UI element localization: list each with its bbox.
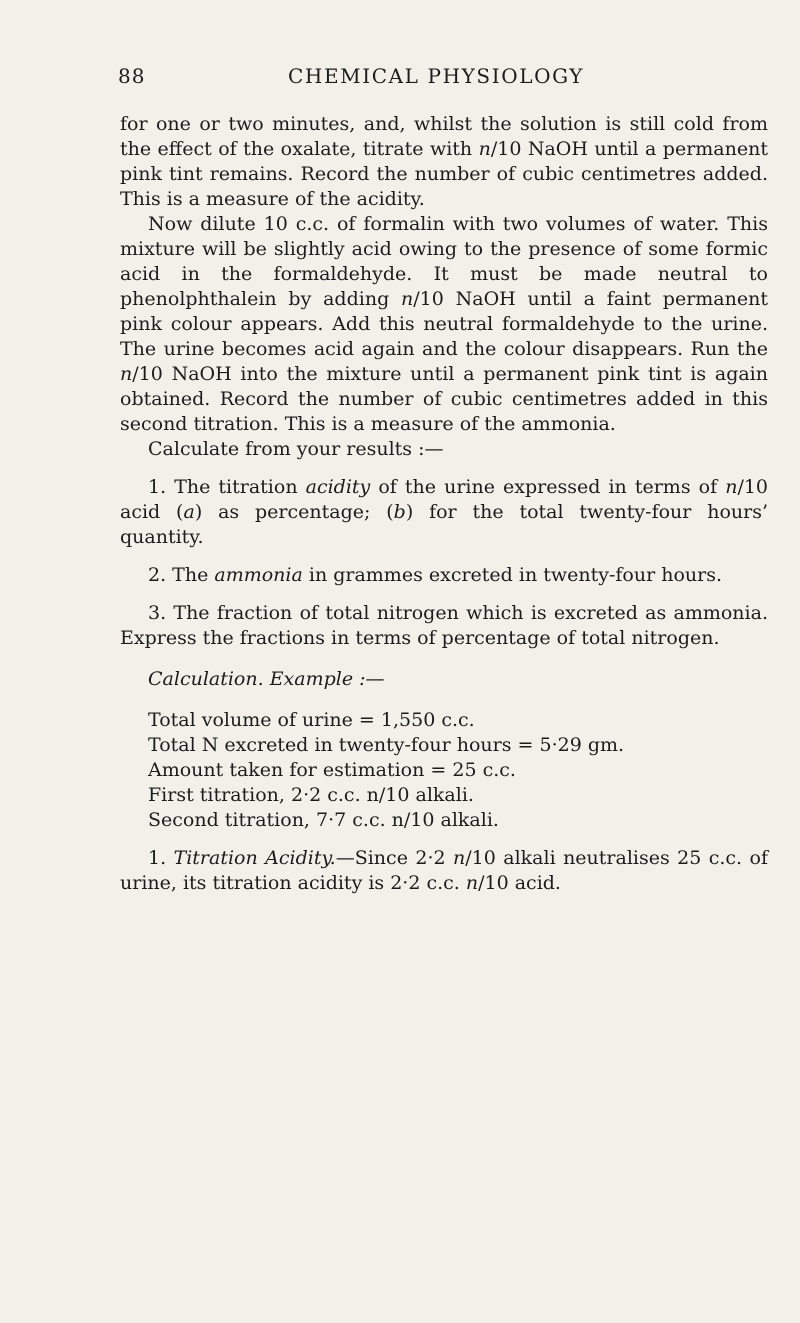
page-header [118, 64, 718, 94]
paragraph-titration-acidity: 1. Titration Acidity.—Since 2·2 n/10 alkali neutralises 25 c.c. of urine, its titration acidity is 2·2 c.c. n/10 acid. [120, 847, 768, 894]
data-line: First titration, 2·2 c.c. n/10 alkali. [148, 784, 474, 806]
running-title: CHEMICAL PHYSIOLOGY [288, 64, 585, 88]
list-item-3: 3. The fraction of total nitrogen which is excreted as ammonia. Express the fractions in terms of percentage of total nitrogen. [120, 602, 768, 649]
data-line: Second titration, 7·7 c.c. n/10 alkali. [148, 809, 499, 831]
page-number: 88 [118, 64, 146, 88]
list-item-2: 2. The ammonia in grammes excreted in twenty-four hours. [148, 564, 723, 586]
example-data [120, 708, 768, 833]
paragraph-2: Now dilute 10 c.c. of formalin with two volumes of water. This mixture will be slightly acid owing to the presence of some formic acid in the formaldehyde. It must be made neutral to phenolphthalein by adding n/10 NaOH until a faint permanent pink colour appears. Add this neutral formaldehyde to the urine. The urine becomes acid again and the colour disappears. Run the n/10 NaOH into the mixture until a permanent pink tint is again obtained. Record the number of cubic centimetres added in this second titration. This is a measure of the ammonia. [120, 213, 768, 435]
list-item-1: 1. The titration acidity of the urine expressed in terms of n/10 acid (a) as percentage; (b) for the total twenty-four hours’ quantity. [120, 476, 769, 548]
data-line: Total N excreted in twenty-four hours = 5·29 gm. [148, 734, 625, 756]
paragraph-3: Calculate from your results :— [148, 438, 444, 460]
paragraph-1: for one or two minutes, and, whilst the solution is still cold from the effect of the oxalate, titrate with n/10 NaOH until a permanent pink tint remains. Record the number of cubic centimetres added. This is a measure of the acidity. [120, 113, 768, 210]
calculation-heading: Calculation. Example :— [148, 668, 385, 690]
data-line: Total volume of urine = 1,550 c.c. [148, 709, 475, 731]
page-body [120, 112, 768, 896]
data-line: Amount taken for estimation = 25 c.c. [148, 759, 516, 781]
